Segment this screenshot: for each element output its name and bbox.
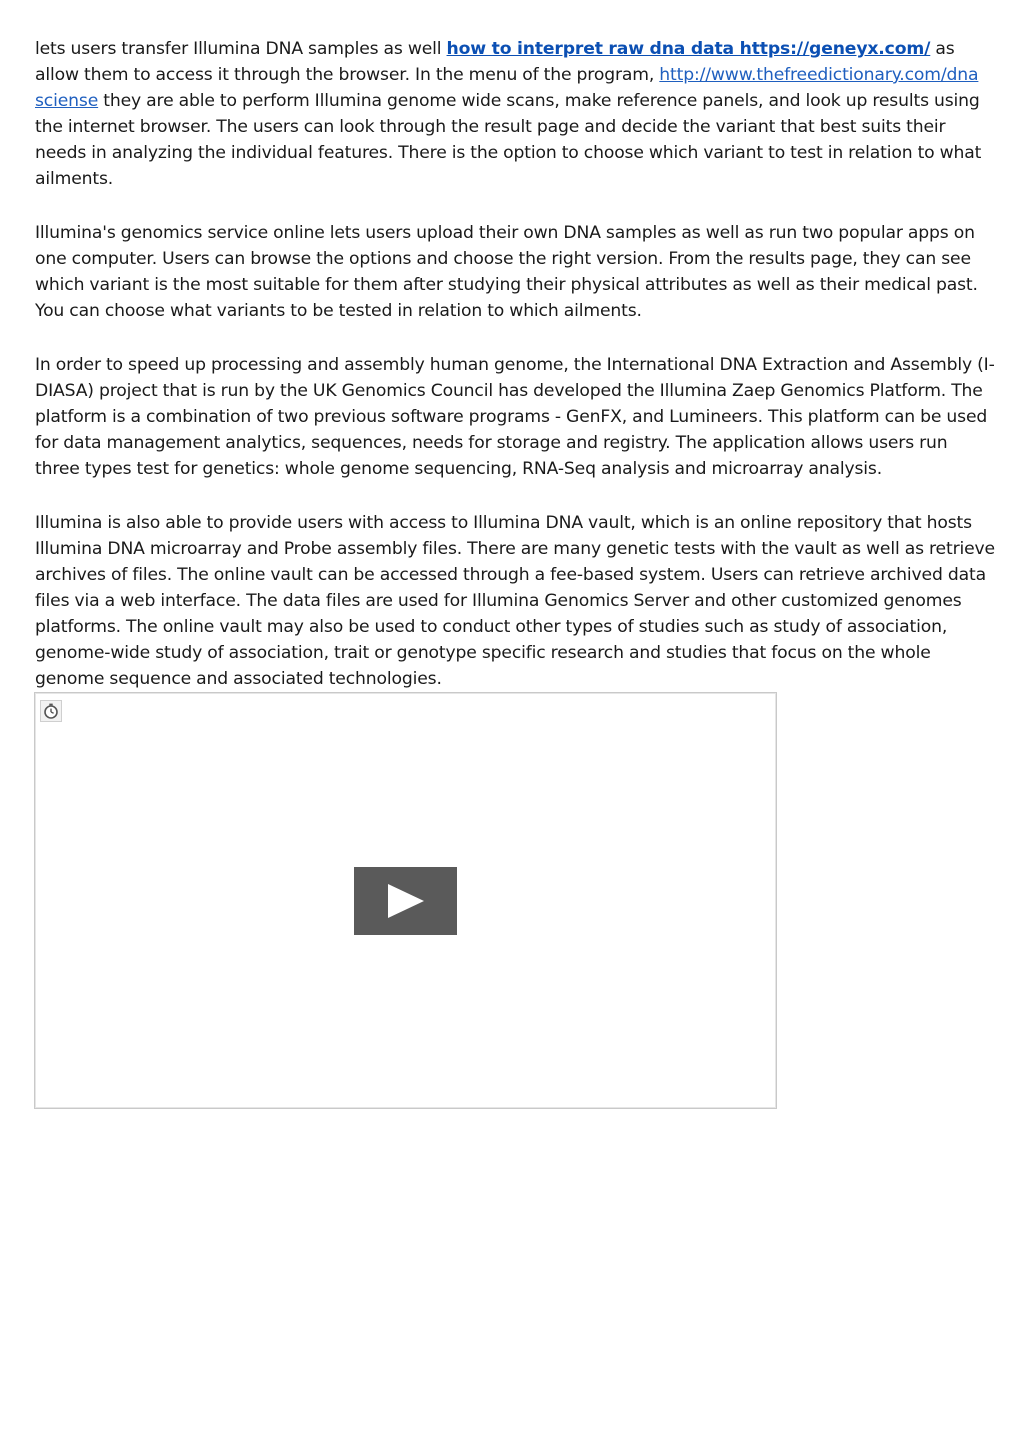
geneyx-link[interactable]: how to interpret raw dna data https://geneyx.com/ [446,39,931,59]
paragraph-2: Illumina's genomics service online lets users upload their own DNA samples as well as run two popular apps on one computer. Users can browse the options and choose the right version. From the results page, they can see which variant is the most suitable for them after studying their physical attributes as well as their medical past. You can choose what variants to be tested in relation to which ailments. [35,223,978,321]
paragraph-1-text-start: lets users transfer Illumina DNA samples as well [35,39,447,59]
paragraph-1 [35,36,997,192]
thefreedictionary-link[interactable]: http://www.thefreedictionary.com/dna sciense [35,65,979,111]
paragraph-4: Illumina is also able to provide users with access to Illumina DNA vault, which is an online repository that hosts Illumina DNA microarray and Probe assembly files. There are many genetic tests with the vault as well as retrieve archives of files. The online vault can be accessed through a fee-based system. Users can retrieve archived data files via a web interface. The data files are used for Illumina Genomics Server and other customized genomes platforms. The online vault may also be used to conduct other types of studies such as study of association, genome-wide study of association, trait or genotype specific research and studies that focus on the whole genome sequence and associated technologies. [35,513,995,689]
article-body [35,36,997,720]
paragraph-3: In order to speed up processing and assembly human genome, the International DNA Extraction and Assembly (I-DIASA) project that is run by the UK Genomics Council has developed the Illumina Zaep Genomics Platform. The platform is a combination of two previous software programs - GenFX, and Lumineers. This platform can be used for data management analytics, sequences, needs for storage and registry. The application allows users run three types test for genetics: whole genome sequencing, RNA-Seq analysis and microarray analysis. [35,355,995,479]
clock-icon[interactable] [40,700,62,722]
play-icon [388,884,424,918]
paragraph-1-text-middle: as allow them to access it through the browser. In the menu of the program, [35,39,955,85]
embedded-video-player[interactable] [34,692,777,1109]
play-button[interactable] [354,867,457,935]
paragraph-1-text-end: they are able to perform Illumina genome wide scans, make reference panels, and look up results using the internet browser. The users can look through the result page and decide the variant that best suits their needs in analyzing the individual features. There is the option to choose which variant to test in relation to what ailments. [35,91,982,189]
